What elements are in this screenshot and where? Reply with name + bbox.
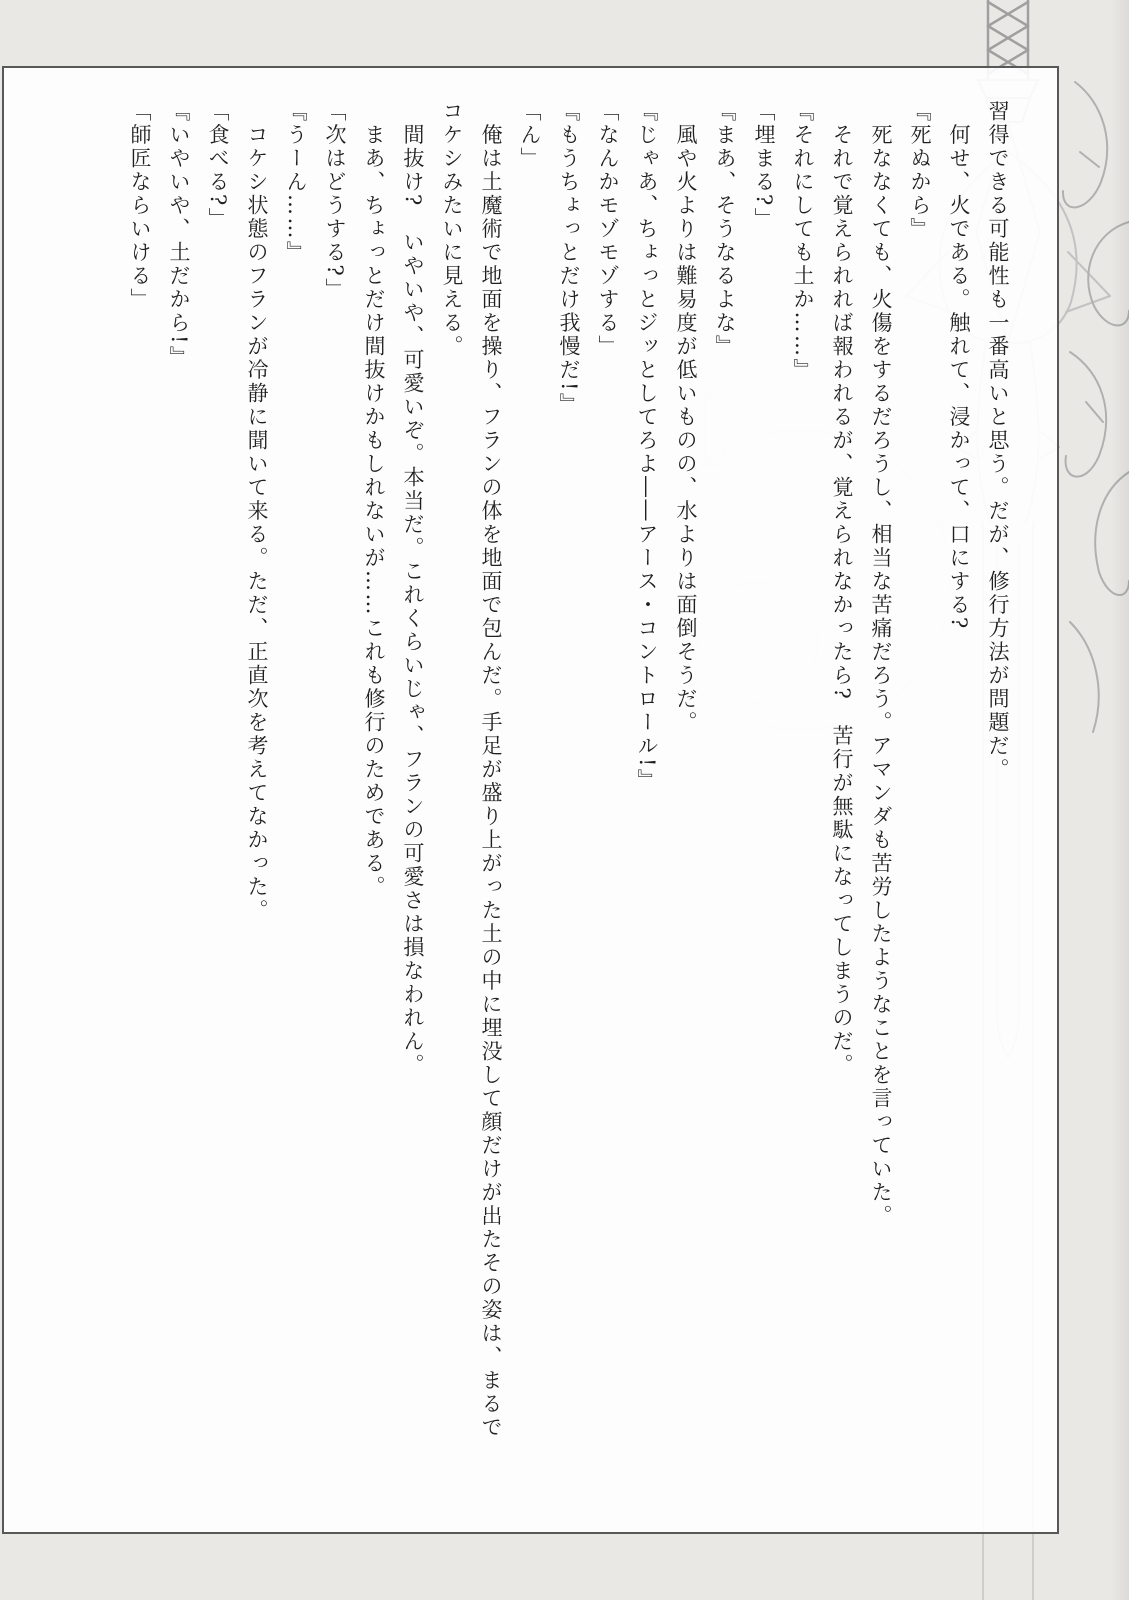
text-column-line: 「師匠ならいける」 (128, 100, 152, 312)
text-column-line: 風や火よりは難易度が低いものの、水よりは面倒そうだ。 (674, 100, 698, 735)
text-column-line: コケシ状態のフランが冷静に聞いて来る。ただ、正直次を考えてなかった。 (245, 100, 269, 923)
text-column-line: 「ん」 (518, 100, 542, 171)
text-column-line: 習得できる可能性も一番高いと思う。だが、修行方法が問題だ。 (986, 100, 1010, 782)
text-column-line: 『いやいや、土だから!』 (167, 100, 191, 370)
text-column-line: 『もうちょっとだけ我慢だ!』 (557, 100, 581, 417)
text-column-line: 『じゃあ、ちょっとジッとしてろよ――アース・コントロール!』 (635, 100, 659, 793)
vertical-text-block (117, 100, 1017, 1448)
text-column-line: 俺は土魔術で地面を操り、フランの体を地面で包んだ。手足が盛り上がった土の中に埋没して顔だけが出たその姿は、まるで (479, 100, 503, 1440)
text-column-line: 『それにしても土か……』 (791, 100, 815, 382)
page-edge-shadow (1111, 0, 1129, 1600)
text-column-line: 『まあ、そうなるよな』 (713, 100, 737, 359)
text-column-line: 死ななくても、火傷をするだろうし、相当な苦痛だろう。アマンダも苦労したようなことを言っていた。 (869, 100, 893, 1228)
text-column-line: まあ、ちょっとだけ間抜けかもしれないが……これも修行のためである。 (362, 100, 386, 899)
text-column-line: 「食べる?」 (206, 100, 230, 232)
text-column-line: 「埋まる?」 (752, 100, 776, 232)
text-column-line: それで覚えられれば報われるが、覚えられなかったら? 苦行が無駄になってしまうのだ。 (830, 100, 854, 1078)
text-column-line: コケシみたいに見える。 (440, 100, 464, 359)
text-column-line: 『うーん……』 (284, 100, 308, 265)
text-column-line: 「次はどうする?」 (323, 100, 347, 302)
text-column-line: 「なんかモゾモゾする」 (596, 100, 620, 359)
text-column-line: 『死ぬから』 (908, 100, 932, 241)
text-column-line: 間抜け? いやいや、可愛いぞ。本当だ。これくらいじゃ、フランの可愛さは損なわれん。 (401, 100, 425, 1078)
text-column-line: 何せ、火である。触れて、浸かって、口にする? (947, 100, 971, 631)
